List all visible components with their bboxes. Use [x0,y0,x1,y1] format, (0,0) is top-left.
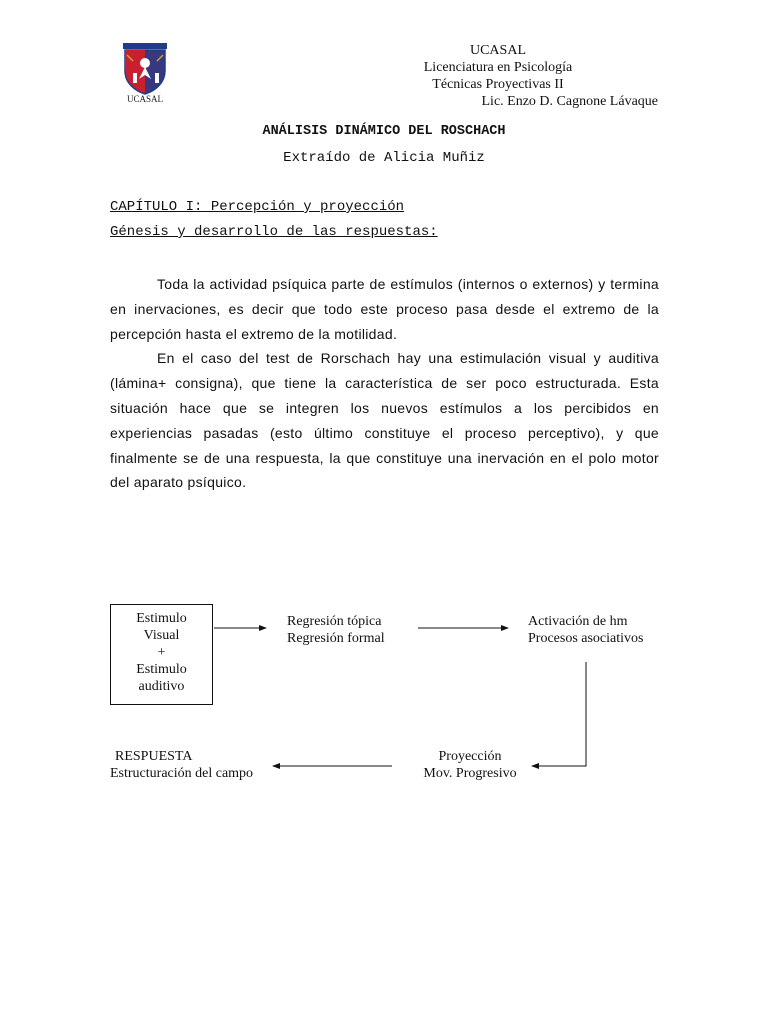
stimulus-line: Estimulo [136,611,187,626]
paragraph: En el caso del test de Rorschach hay una estimulación visual y auditiva (lámina+ consigna), que tiene la característica de ser poco estructurada. Esta situación hace que se integren los nuevos estímulos a los percibidos en experiencias pasadas (esto último constituye el proceso perceptivo), y que finalmente se de una respuesta, la que constituye una inervación en el polo motor del aparato psíquico. [110,350,659,491]
header-course: Técnicas Proyectivas II [432,77,564,92]
arrow-activation-to-projection [532,662,586,766]
response-line: Estructuración del campo [110,766,254,781]
stimulus-line: Visual [143,628,180,643]
header-university: UCASAL [469,43,526,58]
section-heading: Génesis y desarrollo de las respuestas: [110,224,438,240]
stimulus-line: auditivo [138,679,185,694]
document-title: ANÁLISIS DINÁMICO DEL ROSCHACH [262,124,506,139]
response-line: RESPUESTA [115,749,193,764]
projection-line: Mov. Progresivo [423,766,517,781]
document-subtitle: Extraído de Alicia Muñiz [283,150,485,166]
paragraph: Toda la actividad psíquica parte de estímulos (internos o externos) y termina en inervaciones, es decir que todo este proceso pasa desde el extremo de la percepción hasta el extremo de la motilidad. [110,276,659,342]
chapter-heading: CAPÍTULO I: Percepción y proyección [110,199,405,215]
logo-caption: UCASAL [126,94,163,104]
projection-line: Proyección [438,749,502,764]
header-degree: Licenciatura en Psicología [423,60,573,75]
regression-line: Regresión tópica [287,614,382,629]
header-professor: Lic. Enzo D. Cagnone Lávaque [481,94,658,109]
stimulus-line: Estimulo [136,662,187,677]
regression-line: Regresión formal [287,631,385,646]
stimulus-line: + [157,645,166,660]
activation-line: Activación de hm [528,614,628,629]
activation-line: Procesos asociativos [528,631,644,646]
